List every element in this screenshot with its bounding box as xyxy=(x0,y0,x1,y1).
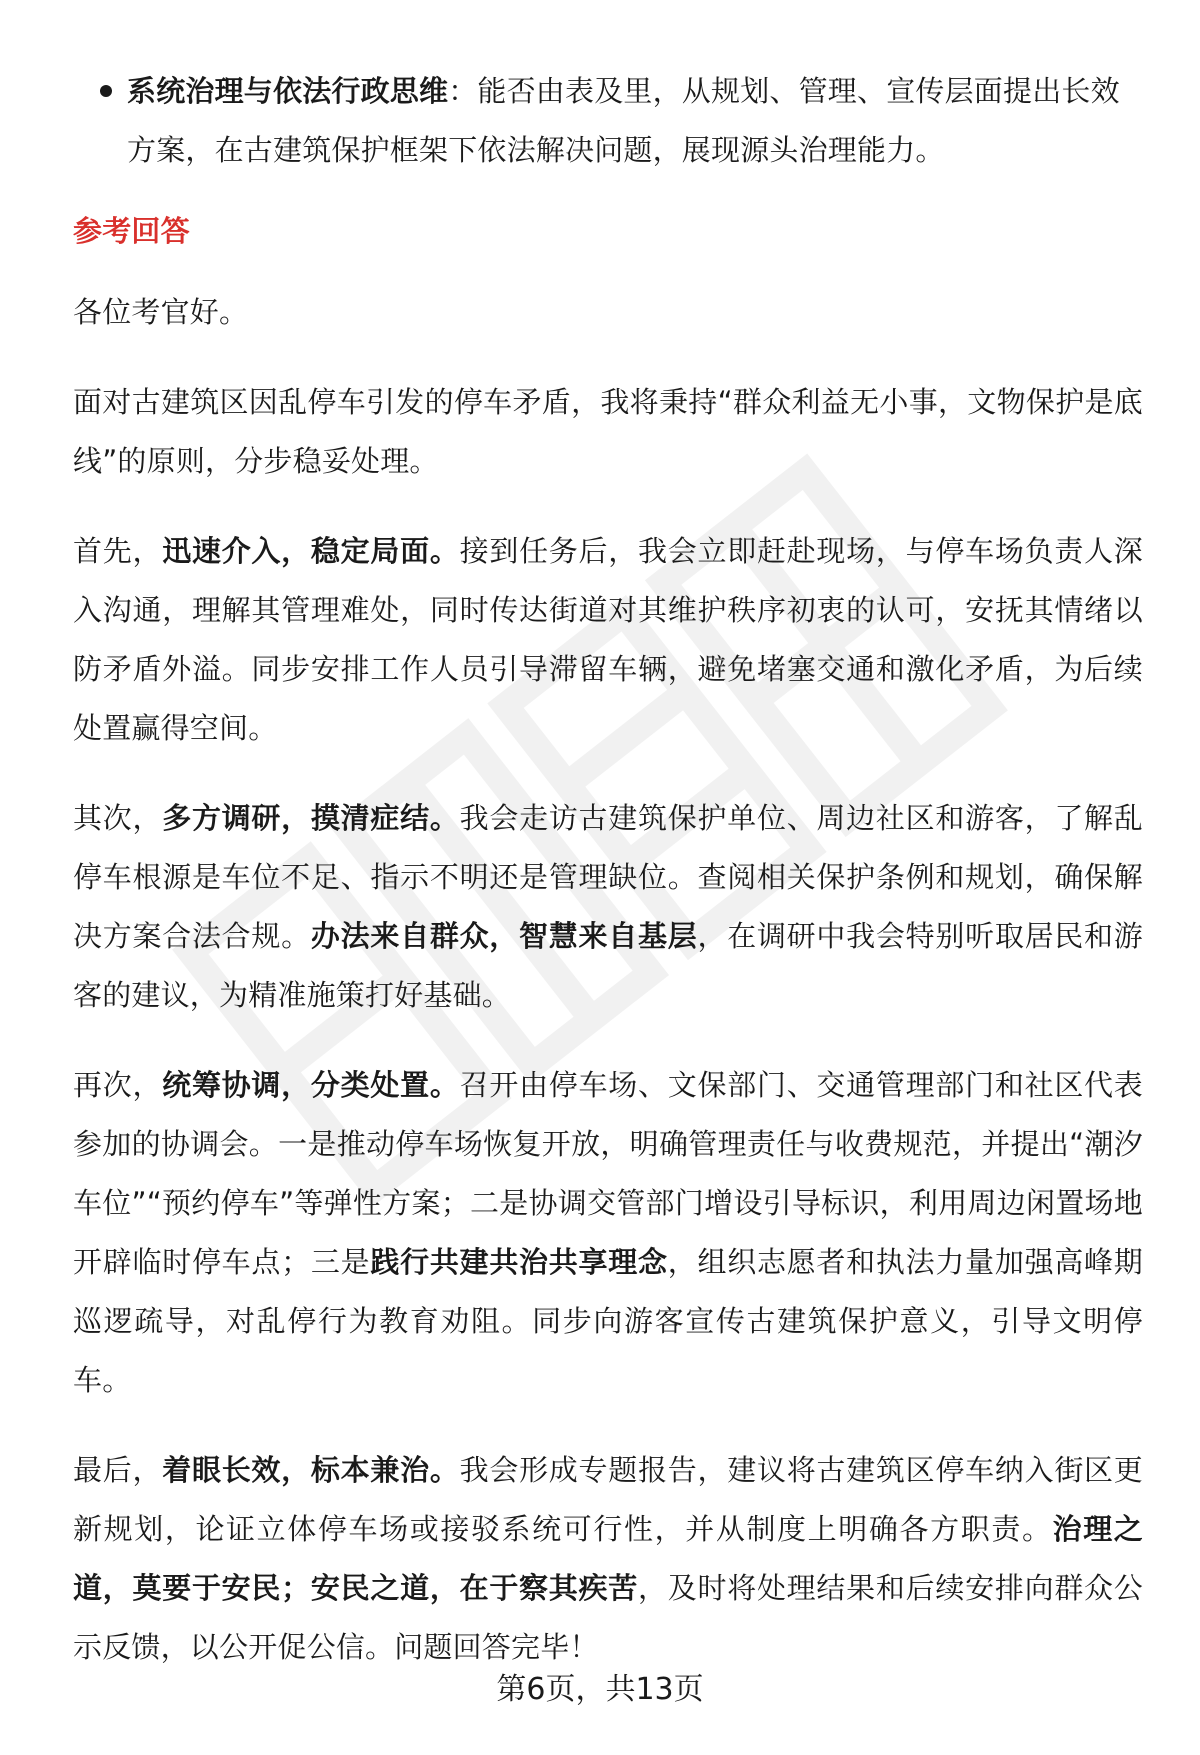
paragraph-text: ，在调研中我会特别听取居民和游客的建议，为精准施策打好基础。 xyxy=(73,919,1143,1012)
intro-paragraph: 面对古建筑区因乱停车引发的停车矛盾，我将秉持“群众利益无小事，文物保护是底线”的原则，分步稳妥处理。 xyxy=(73,385,1143,478)
paragraph-bold: 着眼长效，标本兼治。 xyxy=(162,1453,460,1487)
paragraph-text: 召开由停车场、文保部门、交通管理部门和社区代表参加的协调会。一是推动停车场恢复开放，明确管理责任与收费规范，并提出“潮汐车位”“预约停车”等弹性方案；二是协调交管部门增设引导标识，利用周边闲置场地开辟临时停车点；三是 xyxy=(73,1068,1143,1279)
bullet-bold: 系统治理与依法行政思维 xyxy=(127,74,449,108)
bullet-item xyxy=(73,62,1143,180)
paragraph-third xyxy=(73,1056,1143,1410)
paragraph-bold-inline: 践行共建共治共享理念 xyxy=(370,1245,668,1279)
greeting-paragraph: 各位考官好。 xyxy=(73,295,249,329)
paragraph-fourth xyxy=(73,1441,1143,1677)
document-body xyxy=(73,62,1143,1708)
bullet-text: ：能否由表及里，从规划、管理、宣传层面提出长效方案，在古建筑保护框架下依法解决问题，展现源头治理能力。 xyxy=(127,74,1120,167)
paragraph-bold-inline: 办法来自群众，智慧来自基层 xyxy=(310,919,698,953)
paragraph-lead: 最后， xyxy=(73,1453,163,1487)
paragraph-text: 接到任务后，我会立即赶赴现场，与停车场负责人深入沟通，理解其管理难处，同时传达街道对其维护秩序初衷的认可，安抚其情绪以防矛盾外溢。同步安排工作人员引导滞留车辆，避免堵塞交通和激化矛盾，为后续处置赢得空间。 xyxy=(73,534,1143,745)
paragraph-lead: 首先， xyxy=(73,534,163,568)
page-number-footer: 第6页，共13页 xyxy=(496,1672,704,1707)
paragraph-bold: 统筹协调，分类处置。 xyxy=(162,1068,460,1102)
paragraph-first xyxy=(73,522,1143,758)
paragraph-text: 我会形成专题报告，建议将古建筑区停车纳入街区更新规划，论证立体停车场或接驳系统可行性，并从制度上明确各方职责。 xyxy=(73,1453,1143,1546)
paragraph-bold: 迅速介入，稳定局面。 xyxy=(162,534,460,568)
bullet-dot-icon xyxy=(100,85,112,97)
paragraph-bold-inline: 治理之道，莫要于安民；安民之道，在于察其疾苦 xyxy=(73,1512,1144,1605)
section-heading: 参考回答 xyxy=(73,214,190,248)
paragraph-bold: 多方调研，摸清症结。 xyxy=(162,801,460,835)
paragraph-second xyxy=(73,789,1143,1025)
paragraph-text: 我会走访古建筑保护单位、周边社区和游客，了解乱停车根源是车位不足、指示不明还是管理缺位。查阅相关保护条例和规划，确保解决方案合法合规。 xyxy=(73,801,1143,953)
paragraph-lead: 其次， xyxy=(73,801,163,835)
paragraph-text: ，组织志愿者和执法力量加强高峰期巡逻疏导，对乱停行为教育劝阻。同步向游客宣传古建筑保护意义，引导文明停车。 xyxy=(73,1245,1143,1397)
paragraph-text: ，及时将处理结果和后续安排向群众公示反馈，以公开促公信。问题回答完毕！ xyxy=(73,1571,1143,1664)
paragraph-lead: 再次， xyxy=(73,1068,163,1102)
